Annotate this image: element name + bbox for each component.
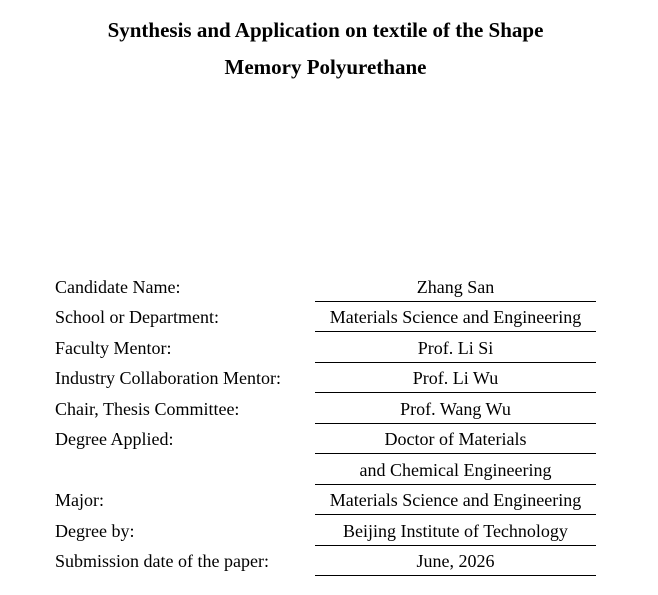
row-committee-chair — [0, 394, 658, 424]
row-industry-mentor — [0, 363, 658, 393]
school-label: School or Department: — [55, 307, 219, 327]
row-faculty-mentor — [0, 333, 658, 363]
degree-by-value: Beijing Institute of Technology — [315, 516, 596, 546]
degree-by-label: Degree by: — [55, 521, 135, 541]
row-submission-date — [0, 546, 658, 576]
industry-mentor-value: Prof. Li Wu — [315, 363, 596, 393]
candidate-name-value: Zhang San — [315, 272, 596, 302]
thesis-title-line-2: Memory Polyurethane — [224, 55, 427, 79]
faculty-mentor-value: Prof. Li Si — [315, 333, 596, 363]
committee-chair-label: Chair, Thesis Committee: — [55, 399, 240, 419]
degree-applied-label: Degree Applied: — [55, 429, 174, 449]
major-value: Materials Science and Engineering — [315, 485, 596, 515]
major-label: Major: — [55, 490, 104, 510]
row-major — [0, 485, 658, 515]
degree-applied-continued-value: and Chemical Engineering — [315, 455, 596, 485]
submission-date-value: June, 2026 — [315, 546, 596, 576]
row-degree-applied — [0, 424, 658, 454]
school-value: Materials Science and Engineering — [315, 302, 596, 332]
industry-mentor-label: Industry Collaboration Mentor: — [55, 368, 281, 388]
submission-date-label: Submission date of the paper: — [55, 551, 269, 571]
faculty-mentor-label: Faculty Mentor: — [55, 338, 172, 358]
committee-chair-value: Prof. Wang Wu — [315, 394, 596, 424]
row-degree-applied-continued — [0, 455, 658, 485]
row-school — [0, 302, 658, 332]
row-degree-by — [0, 516, 658, 546]
degree-applied-value: Doctor of Materials — [315, 424, 596, 454]
row-candidate-name — [0, 272, 658, 302]
thesis-title-line-1: Synthesis and Application on textile of the Shape — [107, 18, 544, 42]
candidate-name-label: Candidate Name: — [55, 277, 181, 297]
